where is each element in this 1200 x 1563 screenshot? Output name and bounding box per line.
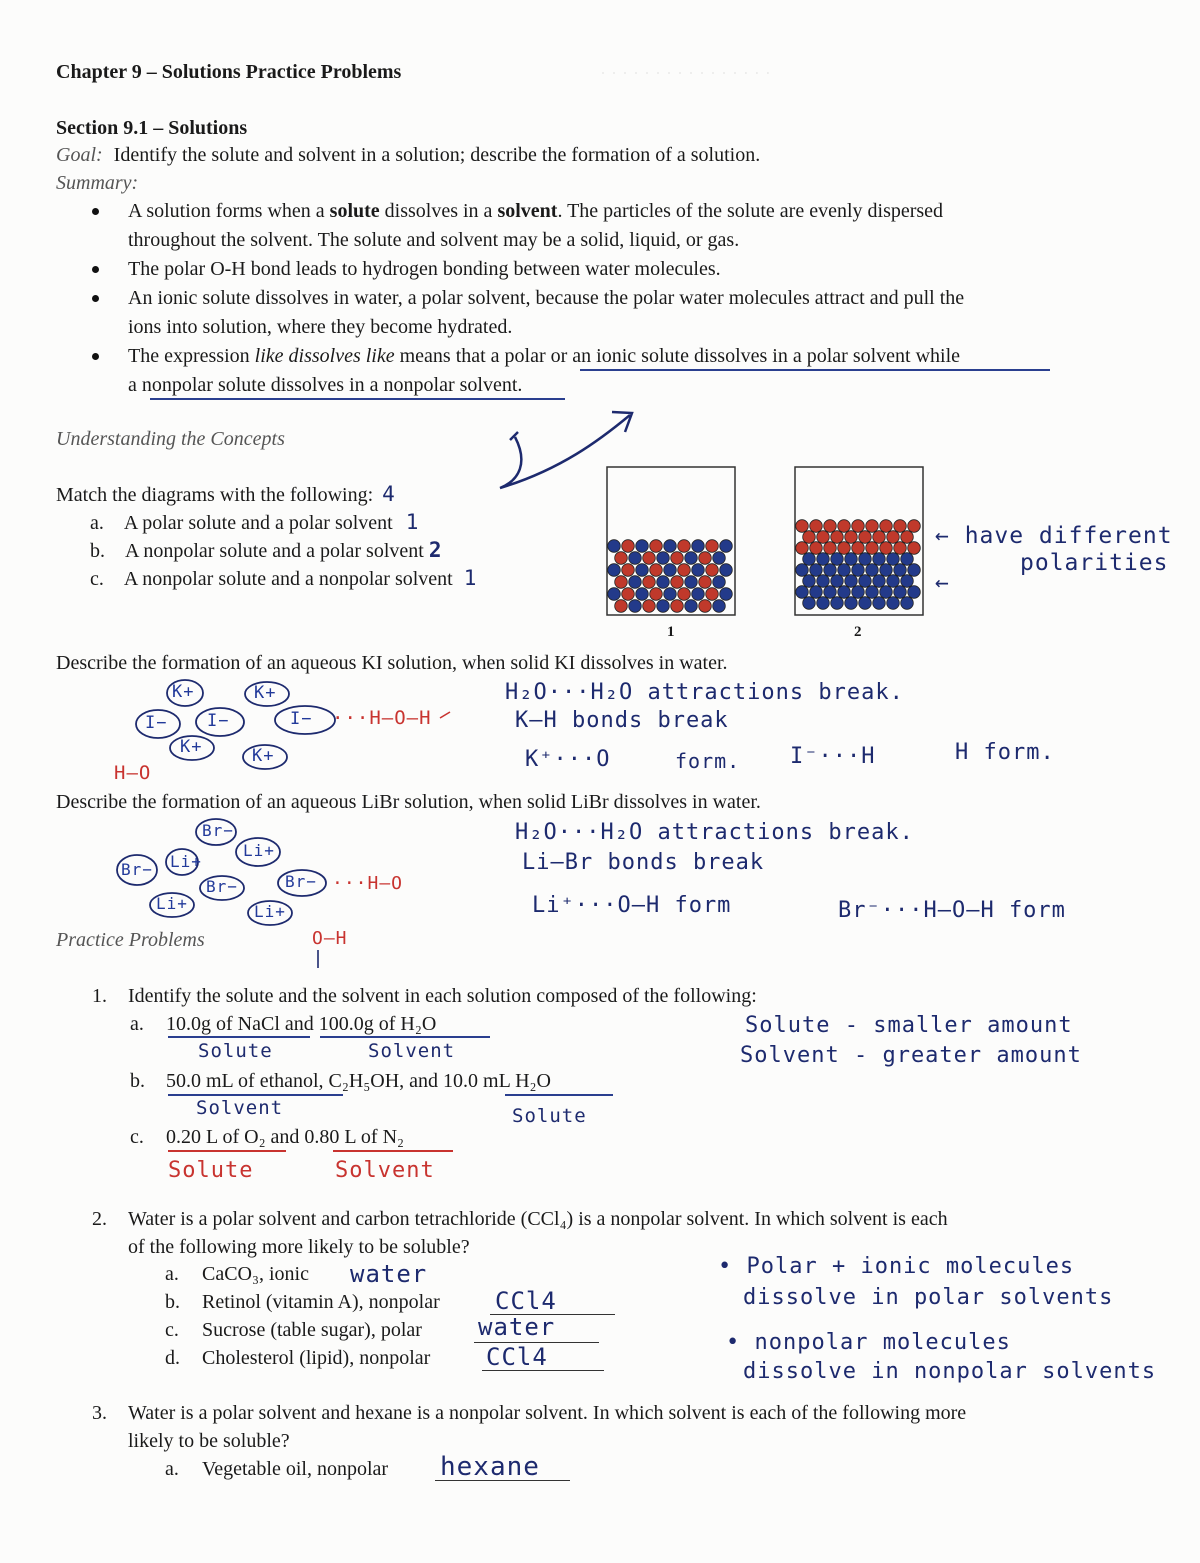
libr-ion: Li+ [170, 852, 202, 871]
q1-number: 1. [92, 985, 107, 1007]
summary-label: Summary: [56, 172, 139, 194]
summary-bullet-2: The polar O-H bond leads to hydrogen bonding between water molecules. [128, 258, 721, 280]
q1a-solute-answer: Solute [198, 1040, 273, 1062]
q2d-letter: d. [165, 1347, 180, 1369]
libr-answer-line-3: Li⁺···O–H form [532, 893, 732, 918]
match-item-b: b. A nonpolar solute and a polar solvent 2 [90, 538, 443, 562]
q2c-text: Sucrose (table sugar), polar [202, 1319, 422, 1341]
concepts-heading: Understanding the Concepts [56, 428, 285, 450]
q2-note-2b: dissolve in nonpolar solvents [743, 1359, 1157, 1384]
summary-bullet-4-cont: a nonpolar solute dissolves in a nonpolar solvent. [128, 374, 523, 396]
bleed-through-text: · · · · · · · · · · · · · · · · [600, 62, 771, 82]
q2-text-2: of the following more likely to be soluble? [128, 1236, 470, 1258]
q2d-answer: CCl4 [486, 1343, 548, 1371]
libr-ion: Br− [285, 872, 317, 891]
q2b-letter: b. [165, 1291, 180, 1313]
q3-text-2: likely to be soluble? [128, 1430, 290, 1452]
underline [333, 1150, 453, 1152]
libr-ion: Li+ [243, 841, 275, 860]
ki-water-fragment-2: H–O [114, 762, 152, 784]
match-item-c: c. A nonpolar solute and a nonpolar solvent 1 [90, 566, 478, 590]
q2c-answer: water [478, 1313, 556, 1341]
q1a-text: 10.0g of NaCl and 100.0g of H₂O [166, 1013, 437, 1035]
q3a-letter: a. [165, 1458, 179, 1480]
underline [168, 1150, 286, 1152]
underline [320, 1036, 490, 1038]
q1-text: Identify the solute and the solvent in each solution composed of the following: [128, 985, 757, 1007]
summary-bullet-3-cont: ions into solution, where they become hydrated. [128, 316, 513, 338]
ki-answer-line-3d: H form. [955, 740, 1055, 765]
libr-ion: Li+ [156, 894, 188, 913]
ki-answer-line-2: K–H bonds break [515, 708, 729, 733]
q1a-letter: a. [130, 1013, 144, 1035]
note-polarities: polarities [1020, 550, 1169, 576]
beaker-2-label: 2 [854, 624, 862, 640]
q3a-answer: hexane [440, 1452, 540, 1482]
underline [435, 1480, 570, 1481]
goal-text: Identify the solute and solvent in a solution; describe the formation of a solution. [113, 144, 761, 166]
ki-prompt: Describe the formation of an aqueous KI solution, when solid KI dissolves in water. [56, 652, 728, 674]
q2b-answer: CCl4 [495, 1287, 557, 1315]
ki-answer-line-3a: K⁺···O [525, 747, 611, 772]
ki-ion: K+ [254, 683, 277, 703]
section-title: Section 9.1 – Solutions [56, 117, 248, 139]
ki-ion: K+ [180, 737, 203, 757]
q3a-text: Vegetable oil, nonpolar [202, 1458, 389, 1480]
libr-water-fragment-2: O–H [312, 928, 348, 949]
q2-note-2a: • nonpolar molecules [726, 1330, 1011, 1355]
ki-ion: K+ [252, 746, 275, 766]
ki-answer-line-1: H₂O···H₂O attractions break. [505, 680, 904, 705]
q2a-letter: a. [165, 1263, 179, 1285]
q2-note-1a: • Polar + ionic molecules [718, 1254, 1075, 1279]
q1c-text: 0.20 L of O₂ and 0.80 L of N₂ [166, 1126, 404, 1148]
goal-label: Goal: [56, 144, 103, 166]
q1c-solvent-answer: Solvent [335, 1158, 435, 1183]
summary-bullet-4: The expression like dissolves like means that a polar or an ionic solute dissolves in a polar solvent while [128, 345, 961, 367]
q2b-text: Retinol (vitamin A), nonpolar [202, 1291, 440, 1313]
q1b-text: 50.0 mL of ethanol, C₂H₅OH, and 10.0 mL H₂O [166, 1070, 551, 1092]
q2d-text: Cholesterol (lipid), nonpolar [202, 1347, 431, 1369]
q1a-solvent-answer: Solvent [368, 1040, 456, 1062]
libr-prompt: Describe the formation of an aqueous LiBr solution, when solid LiBr dissolves in water. [56, 791, 761, 813]
underline [168, 1036, 310, 1038]
libr-answer-line-2: Li–Br bonds break [522, 850, 765, 875]
q2-number: 2. [92, 1208, 107, 1230]
q1b-letter: b. [130, 1070, 145, 1092]
q1-side-note-1: Solute - smaller amount [745, 1013, 1073, 1038]
q2-note-1b: dissolve in polar solvents [743, 1285, 1114, 1310]
libr-answer-line-4: Br⁻···H–O–H form [838, 898, 1066, 923]
q2a-text: CaCO₃, ionic [202, 1263, 309, 1285]
q3-number: 3. [92, 1402, 107, 1424]
libr-water-fragment: ···H–O [332, 873, 404, 894]
page-title: Chapter 9 – Solutions Practice Problems [56, 61, 402, 83]
ki-ion: I− [290, 709, 313, 729]
ki-answer-line-3c: I⁻···H [790, 744, 876, 769]
ki-ion: I− [145, 713, 168, 733]
note-arrow: ← [935, 570, 950, 596]
ki-ion: I− [207, 711, 230, 731]
beaker-1-label: 1 [667, 624, 675, 640]
q2a-answer: water [350, 1260, 428, 1288]
q3-text-1: Water is a polar solvent and hexane is a nonpolar solvent. In which solvent is each of the following more [128, 1402, 967, 1424]
summary-bullet-1-cont: throughout the solvent. The solute and solvent may be a solid, liquid, or gas. [128, 229, 740, 251]
summary-bullet-3: An ionic solute dissolves in water, a polar solvent, because the polar water molecules attract and pull the [128, 287, 965, 309]
q1-side-note-2: Solvent - greater amount [740, 1043, 1082, 1068]
match-item-a: a. A polar solute and a polar solvent 1 [90, 510, 420, 534]
underline [505, 1094, 613, 1096]
summary-bullet-1: A solution forms when a solute dissolves in a solvent. The particles of the solute are evenly dispersed [128, 200, 944, 222]
q2-text-1: Water is a polar solvent and carbon tetrachloride (CCl₄) is a nonpolar solvent. In which solvent is each [128, 1208, 948, 1230]
ki-water-fragment: ···H–O–H [332, 707, 432, 729]
libr-ion: Li+ [254, 902, 286, 921]
practice-heading: Practice Problems [56, 929, 205, 951]
libr-ion: Br− [202, 821, 234, 840]
q2c-letter: c. [165, 1319, 179, 1341]
ki-ion: K+ [172, 682, 195, 702]
libr-ion: Br− [121, 860, 153, 879]
note-have-different: ← have different [935, 523, 1173, 549]
libr-answer-line-1: H₂O···H₂O attractions break. [515, 820, 914, 845]
underline [168, 1094, 343, 1096]
underline [482, 1370, 604, 1371]
q1b-solute-answer: Solute [512, 1105, 587, 1127]
match-prompt: Match the diagrams with the following: 4 [56, 482, 396, 506]
q1c-solute-answer: Solute [168, 1158, 254, 1183]
libr-ion: Br− [206, 877, 238, 896]
ki-answer-line-3b: form. [675, 749, 741, 773]
q1c-letter: c. [130, 1126, 144, 1148]
q1b-solvent-answer: Solvent [196, 1097, 284, 1119]
